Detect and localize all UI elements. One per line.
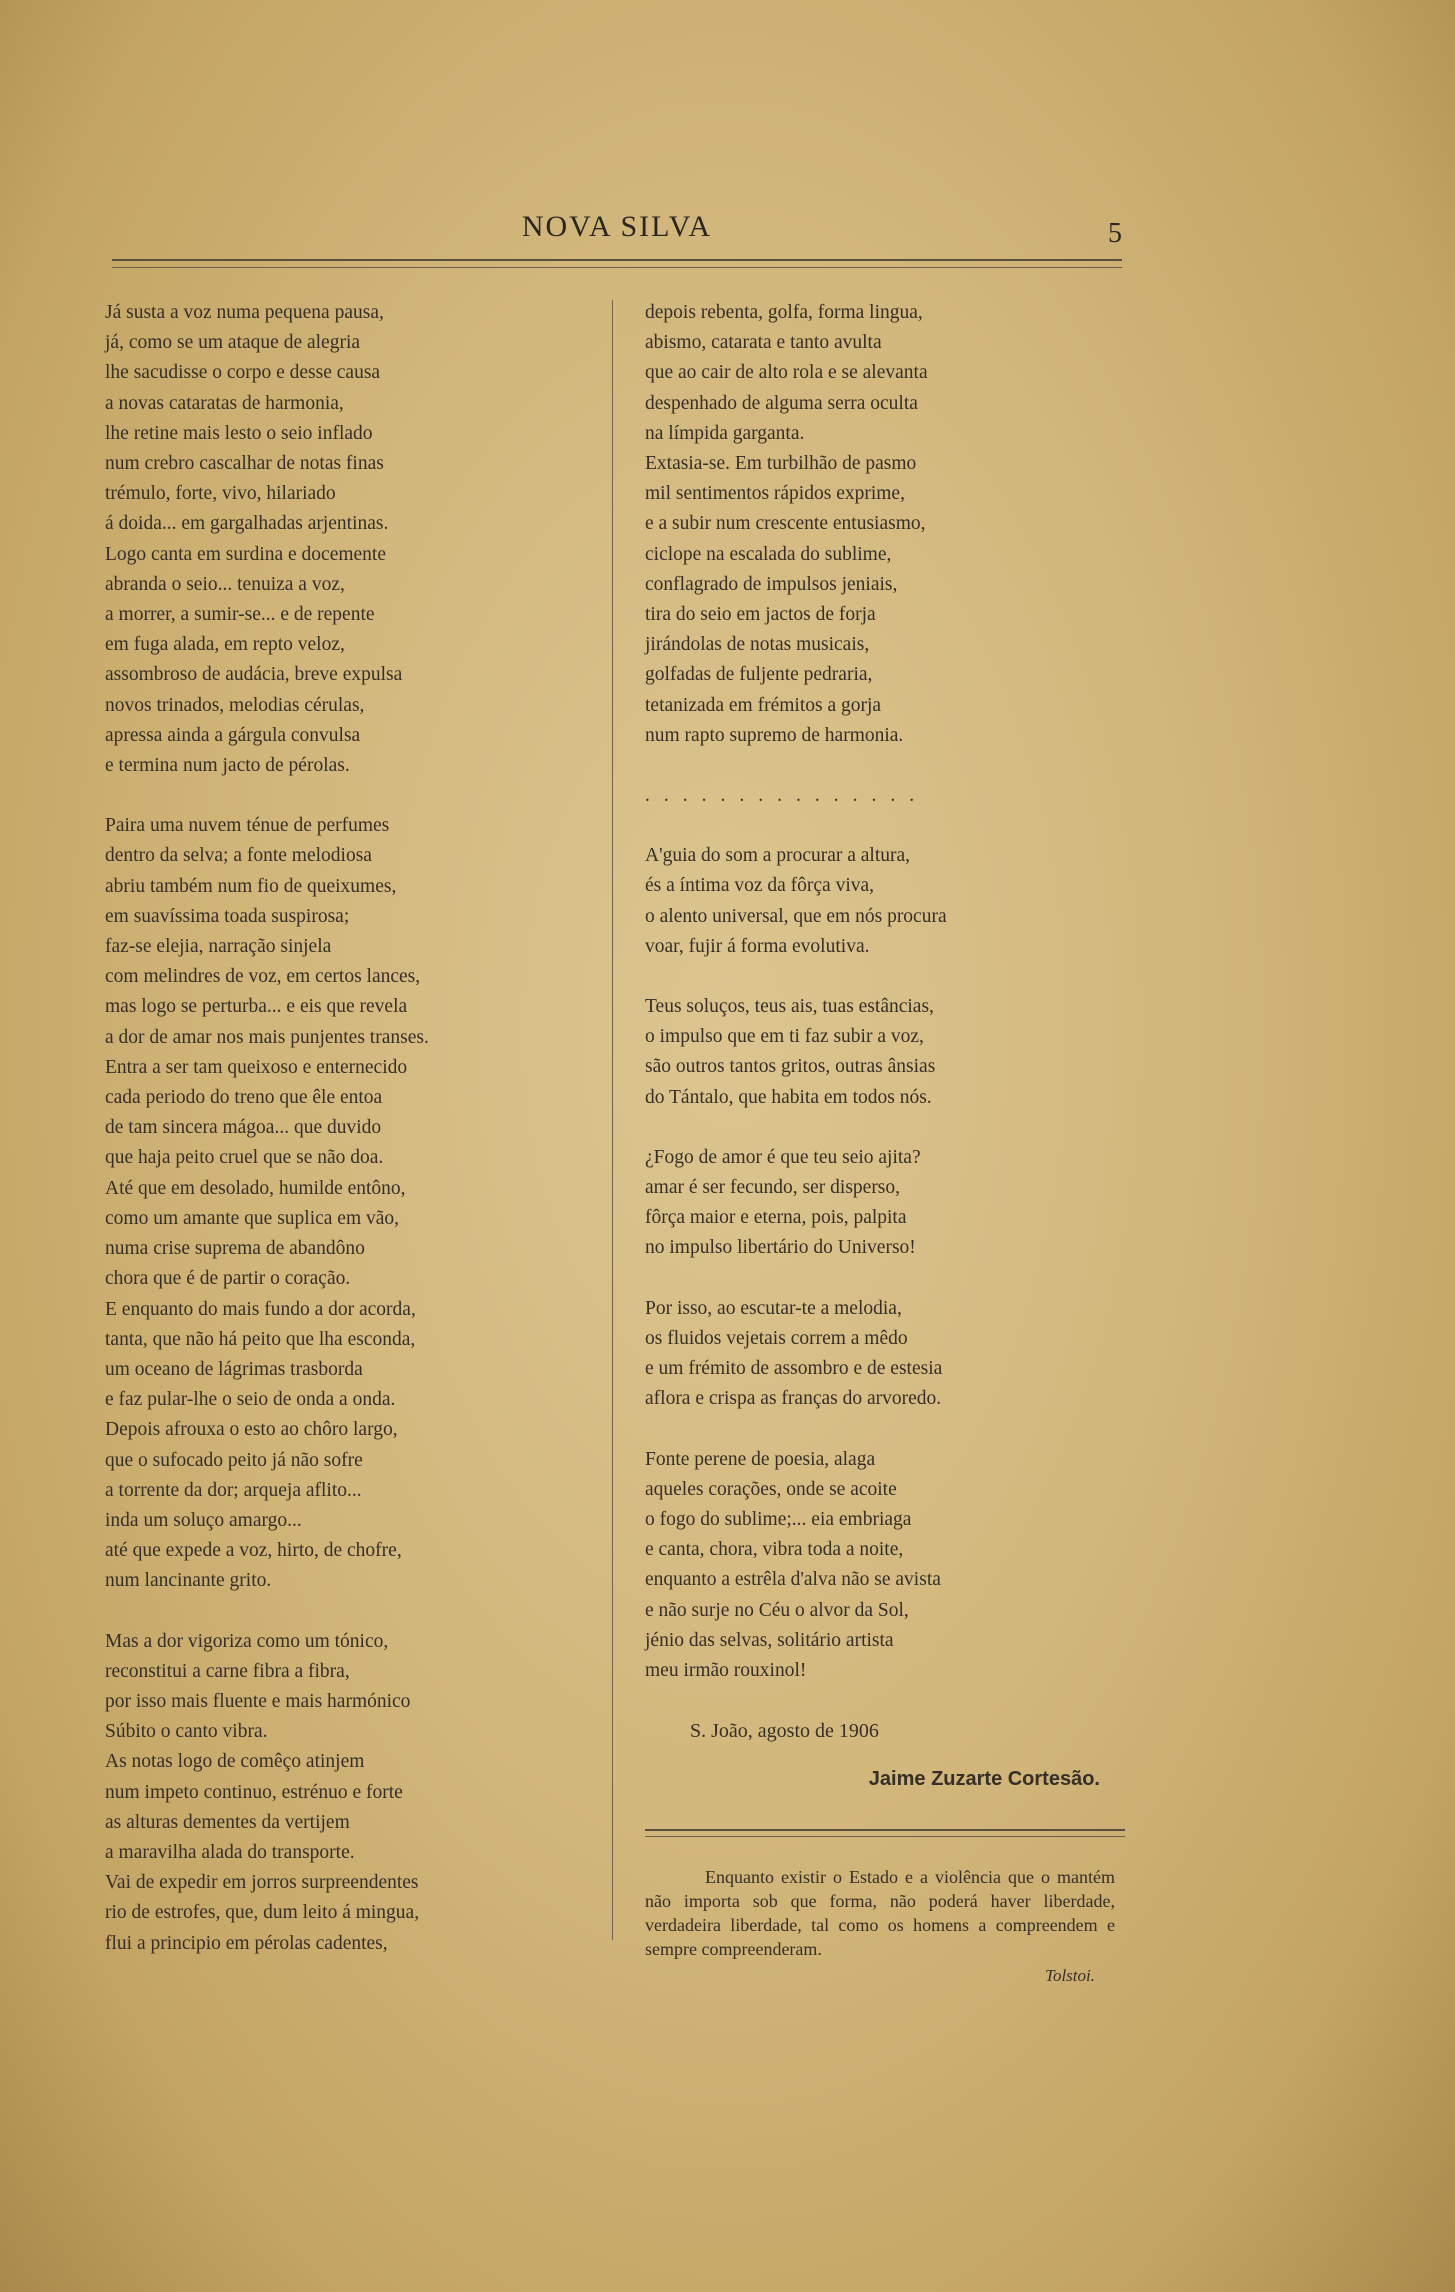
- poem-line: num rapto supremo de harmonia.: [645, 724, 904, 746]
- poem-line: chora que é de partir o coração.: [105, 1268, 351, 1290]
- poem-line: aqueles corações, onde se acoite: [645, 1478, 897, 1500]
- poem-line: do Tántalo, que habita em todos nós.: [645, 1086, 932, 1108]
- poem-line: conflagrado de impulsos jeniais,: [645, 573, 898, 595]
- poem-stanza: [645, 298, 1115, 751]
- poem-line: despenhado de alguma serra oculta: [645, 392, 918, 414]
- poem-line: Fonte perene de poesia, alaga: [645, 1448, 876, 1470]
- poem-line: numa crise suprema de abandôno: [105, 1238, 365, 1260]
- poem-line: golfadas de fuljente pedraria,: [645, 664, 873, 686]
- poem-line: a dor de amar nos mais punjentes transes.: [105, 1026, 429, 1048]
- poem-line: tira do seio em jactos de forja: [645, 604, 876, 626]
- poem-line: A'guia do som a procurar a altura,: [645, 845, 911, 867]
- poem-stanza: [105, 1627, 605, 1959]
- ellipsis-divider: ...............: [645, 785, 929, 807]
- poem-line: e termina num jacto de pérolas.: [105, 755, 350, 777]
- poem-line: como um amante que suplica em vão,: [105, 1207, 400, 1229]
- poem-line: ciclope na escalada do sublime,: [645, 543, 892, 565]
- poem-line: reconstitui a carne fibra a fibra,: [105, 1660, 350, 1682]
- poem-line: trémulo, forte, vivo, hilariado: [105, 483, 336, 505]
- poem-line: lhe retine mais lesto o seio inflado: [105, 422, 373, 444]
- poem-line: flui a principio em pérolas cadentes,: [105, 1932, 388, 1954]
- poem-line: Vai de expedir em jorros surpreendentes: [105, 1872, 419, 1894]
- poem-line: já, como se um ataque de alegria: [105, 332, 361, 354]
- poem-stanza: [645, 1294, 1115, 1415]
- poem-line: faz-se elejia, narração sinjela: [105, 936, 332, 958]
- poem-line: Entra a ser tam queixoso e enternecido: [105, 1056, 408, 1078]
- poem-line: cada periodo do treno que êle entoa: [105, 1087, 383, 1109]
- poem-line: apressa ainda a gárgula convulsa: [105, 724, 361, 746]
- poem-line: e faz pular-lhe o seio de onda a onda.: [105, 1389, 396, 1411]
- tolstoy-quote: Enquanto existir o Estado e a violência que o mantém não importa sob que forma, não poderá haver liberdade, verdadeira liberdade, tal como os homens a compreendem e sempre compreenderam.: [645, 1866, 1115, 1959]
- quote-attribution: Tolstoi.: [1045, 1965, 1095, 1985]
- poem-line: Teus soluços, teus ais, tuas estâncias,: [645, 996, 934, 1018]
- poem-line: são outros tantos gritos, outras ânsias: [645, 1056, 936, 1078]
- poem-line: e um frémito de assombro e de estesia: [645, 1358, 943, 1380]
- poem-stanzas-right: [645, 298, 1115, 751]
- poem-line: a maravilha alada do transporte.: [105, 1841, 355, 1863]
- poem-line: em suavíssima toada suspirosa;: [105, 905, 350, 927]
- poem-line: a torrente da dor; arqueja aflito...: [105, 1479, 362, 1501]
- poem-line: com melindres de voz, em certos lances,: [105, 966, 421, 988]
- page-header: [112, 210, 1122, 250]
- poem-line: num impeto continuo, estrénuo e forte: [105, 1781, 403, 1803]
- poem-line: lhe sacudisse o corpo e desse causa: [105, 362, 381, 384]
- poem-line: tanta, que não há peito que lha esconda,: [105, 1328, 416, 1350]
- poem-line: Depois afrouxa o esto ao chôro largo,: [105, 1419, 398, 1441]
- poem-line: mas logo se perturba... e eis que revela: [105, 996, 408, 1018]
- poem-line: Já susta a voz numa pequena pausa,: [105, 302, 384, 323]
- poem-line: tetanizada em frémitos a gorja: [645, 694, 882, 716]
- poem-line: um oceano de lágrimas trasborda: [105, 1358, 363, 1380]
- poem-line: os fluidos vejetais correm a mêdo: [645, 1327, 908, 1349]
- poem-line: o fogo do sublime;... eia embriaga: [645, 1508, 912, 1530]
- poem-line: no impulso libertário do Universo!: [645, 1237, 916, 1259]
- poem-line: que o sufocado peito já não sofre: [105, 1449, 363, 1471]
- poem-line: que ao cair de alto rola e se alevanta: [645, 362, 928, 384]
- poem-line: mil sentimentos rápidos exprime,: [645, 483, 905, 505]
- poem-line: Até que em desolado, humilde entôno,: [105, 1177, 406, 1199]
- poem-line: Súbito o canto vibra.: [105, 1721, 268, 1743]
- poem-line: amar é ser fecundo, ser disperso,: [645, 1177, 901, 1199]
- poem-line: á doida... em gargalhadas arjentinas.: [105, 513, 389, 535]
- poem-line: Por isso, ao escutar-te a melodia,: [645, 1297, 902, 1319]
- poem-line: as alturas dementes da vertijem: [105, 1811, 350, 1833]
- poem-line: o impulso que em ti faz subir a voz,: [645, 1026, 924, 1048]
- poem-line: a morrer, a sumir-se... e de repente: [105, 604, 375, 626]
- poem-line: Paira uma nuvem ténue de perfumes: [105, 815, 390, 837]
- poem-line: enquanto a estrêla d'alva não se avista: [645, 1569, 941, 1591]
- poem-line: ¿Fogo de amor é que teu seio ajita?: [645, 1146, 921, 1168]
- poem-line: jénio das selvas, solitário artista: [645, 1629, 894, 1651]
- poem-line: dentro da selva; a fonte melodiosa: [105, 845, 372, 867]
- poem-line: Mas a dor vigoriza como um tónico,: [105, 1630, 389, 1652]
- poem-line: depois rebenta, golfa, forma lingua,: [645, 302, 923, 323]
- poem-line: As notas logo de comêço atinjem: [105, 1751, 365, 1773]
- poem-line: na límpida garganta.: [645, 422, 805, 444]
- poem-line: em fuga alada, em repto veloz,: [105, 634, 345, 656]
- column-divider: [612, 300, 613, 1940]
- poem-line: o alento universal, que em nós procura: [645, 905, 947, 927]
- poem-line: até que expede a voz, hirto, de chofre,: [105, 1540, 402, 1562]
- right-column: [645, 298, 1115, 1991]
- poem-line: e não surje no Céu o alvor da Sol,: [645, 1599, 909, 1621]
- page-number: 5: [1108, 218, 1122, 249]
- poem-line: jirándolas de notas musicais,: [645, 634, 870, 656]
- poem-line: a novas cataratas de harmonia,: [105, 392, 344, 414]
- journal-title: NOVA SILVA: [521, 210, 713, 243]
- poem-line: abranda o seio... tenuiza a voz,: [105, 573, 345, 595]
- poem-stanza: [645, 1445, 1115, 1687]
- poem-line: abriu também num fio de queixumes,: [105, 875, 397, 897]
- poem-line: num lancinante grito.: [105, 1570, 272, 1592]
- poem-line: que haja peito cruel que se não doa.: [105, 1147, 384, 1169]
- poem-stanza: [645, 841, 1115, 962]
- poem-line: Logo canta em surdina e docemente: [105, 543, 387, 565]
- poem-stanzas-right-continued: [645, 841, 1115, 1686]
- header-rule: [112, 259, 1122, 268]
- place-date: S. João, agosto de 1906: [690, 1720, 879, 1743]
- poem-line: E enquanto do mais fundo a dor acorda,: [105, 1298, 416, 1320]
- poem-line: num crebro cascalhar de notas finas: [105, 453, 384, 475]
- poem-stanza: [105, 811, 605, 1596]
- poem-line: de tam sincera mágoa... que duvido: [105, 1117, 382, 1139]
- poem-author: Jaime Zuzarte Cortesão.: [868, 1768, 1100, 1791]
- poem-stanza: [105, 298, 605, 781]
- poem-stanza: [645, 992, 1115, 1113]
- poem-line: inda um soluço amargo...: [105, 1509, 302, 1531]
- section-rule: [645, 1829, 1125, 1837]
- left-column: [105, 298, 605, 1989]
- poem-line: Extasia-se. Em turbilhão de pasmo: [645, 453, 917, 475]
- poem-line: abismo, catarata e tanto avulta: [645, 332, 882, 354]
- poem-line: és a íntima voz da fôrça viva,: [645, 875, 875, 897]
- poem-line: e a subir num crescente entusiasmo,: [645, 513, 926, 535]
- poem-line: aflora e crispa as franças do arvoredo.: [645, 1388, 942, 1410]
- poem-line: por isso mais fluente e mais harmónico: [105, 1690, 411, 1712]
- poem-line: assombroso de audácia, breve expulsa: [105, 664, 403, 686]
- poem-line: novos trinados, melodias cérulas,: [105, 694, 365, 716]
- poem-line: meu irmão rouxinol!: [645, 1659, 807, 1681]
- poem-line: e canta, chora, vibra toda a noite,: [645, 1539, 904, 1561]
- poem-stanza: [645, 1143, 1115, 1264]
- poem-line: voar, fujir á forma evolutiva.: [645, 935, 870, 957]
- poem-line: fôrça maior e eterna, pois, palpita: [645, 1207, 907, 1229]
- poem-line: rio de estrofes, que, dum leito á mingua,: [105, 1902, 420, 1924]
